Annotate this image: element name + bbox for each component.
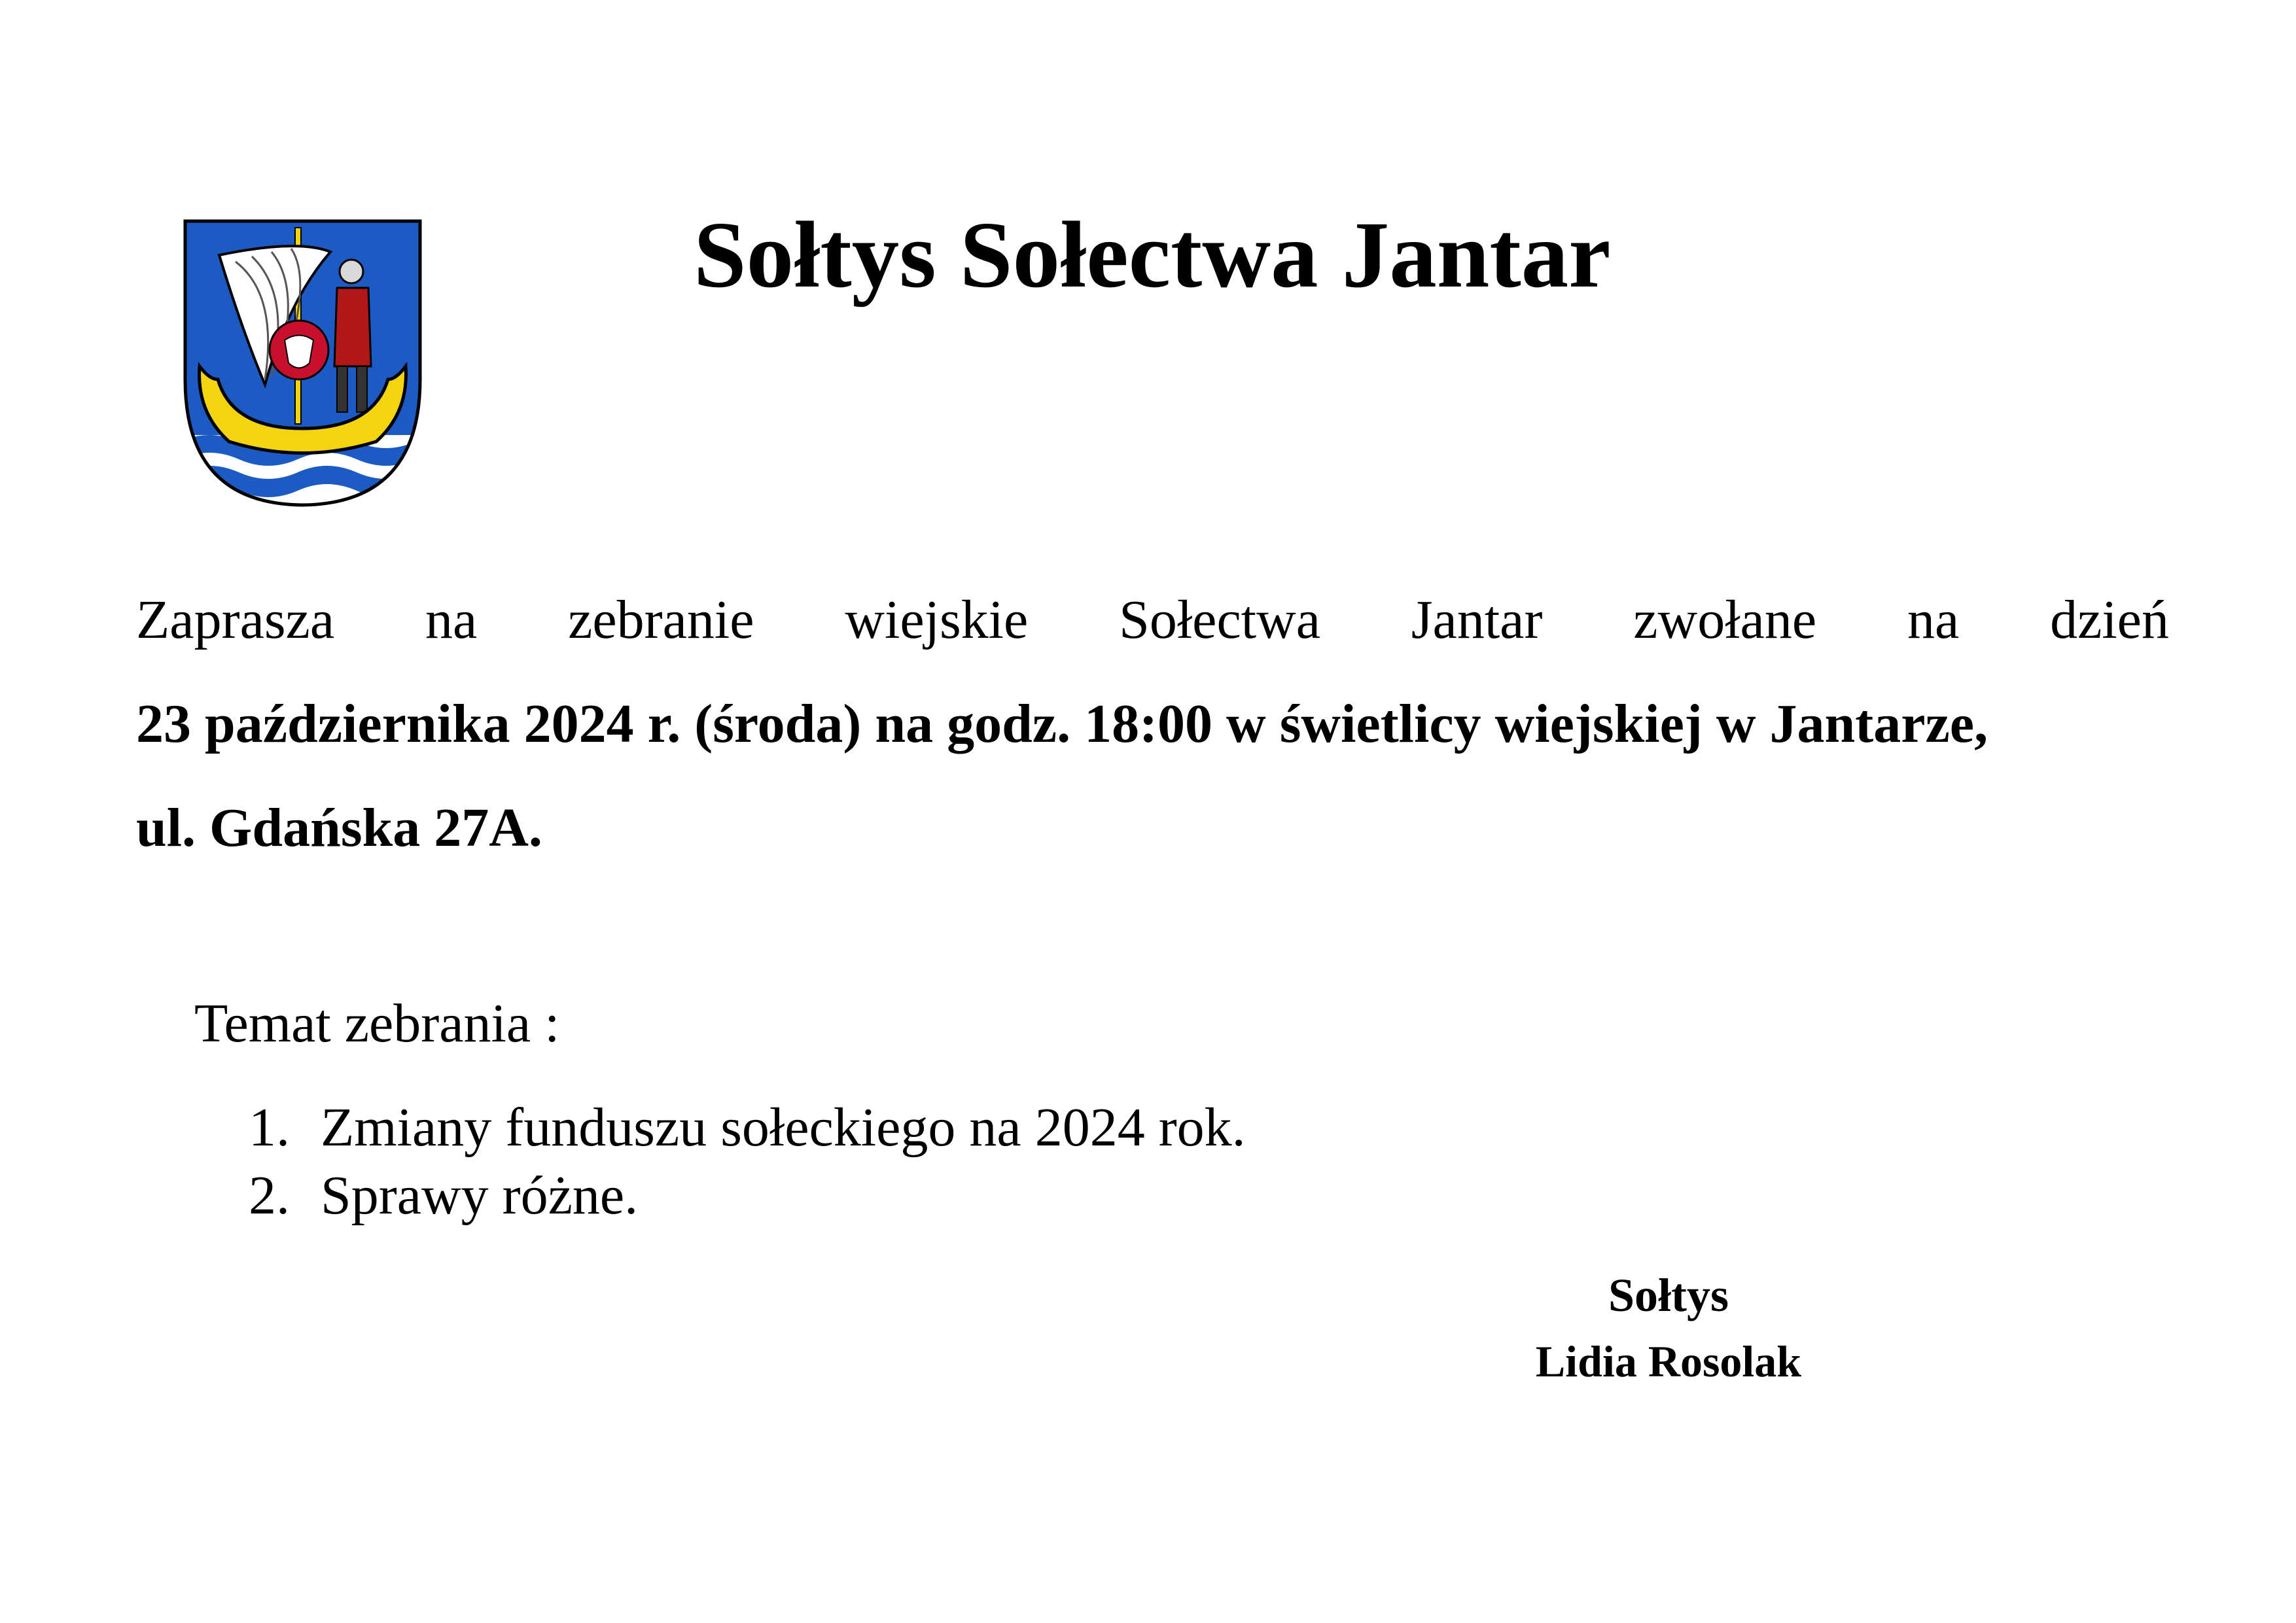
meeting-address: ul. Gdańska 27A. bbox=[136, 797, 542, 858]
agenda-item-number: 1. bbox=[249, 1097, 290, 1158]
invitation-word: zebranie bbox=[568, 589, 754, 650]
coat-of-arms-icon bbox=[180, 216, 425, 510]
signature-name: Lidia Rosolak bbox=[1535, 1336, 1802, 1386]
invitation-word: na bbox=[1907, 589, 1960, 650]
page-title: Sołtys Sołectwa Jantar bbox=[694, 203, 1611, 307]
signature-block bbox=[1485, 1263, 1852, 1391]
meeting-date-location: 23 października 2024 r. (środa) na godz. 18:00 w świetlicy wiejskiej w Jantarze, bbox=[136, 693, 1988, 754]
invitation-word: wiejskie bbox=[845, 589, 1029, 650]
invitation-paragraph bbox=[136, 568, 2169, 880]
agenda-heading: Temat zebrania : bbox=[194, 993, 560, 1054]
agenda-item-text: Zmiany funduszu sołeckiego na 2024 rok. bbox=[321, 1097, 1246, 1158]
invitation-word: na bbox=[425, 589, 478, 650]
invitation-line-1 bbox=[136, 568, 2169, 672]
agenda-list bbox=[249, 1094, 1246, 1230]
invitation-word: Jantar bbox=[1411, 589, 1543, 650]
invitation-word: Sołectwa bbox=[1119, 589, 1321, 650]
invitation-word: zwołane bbox=[1633, 589, 1817, 650]
invitation-word: dzień bbox=[2050, 589, 2169, 650]
agenda-item bbox=[249, 1094, 1246, 1162]
invitation-word: Zaprasza bbox=[136, 589, 335, 650]
agenda-item-number: 2. bbox=[249, 1165, 290, 1226]
agenda-item bbox=[249, 1162, 1246, 1230]
signature-role: Sołtys bbox=[1608, 1269, 1729, 1321]
agenda-item-text: Sprawy różne. bbox=[321, 1165, 639, 1226]
